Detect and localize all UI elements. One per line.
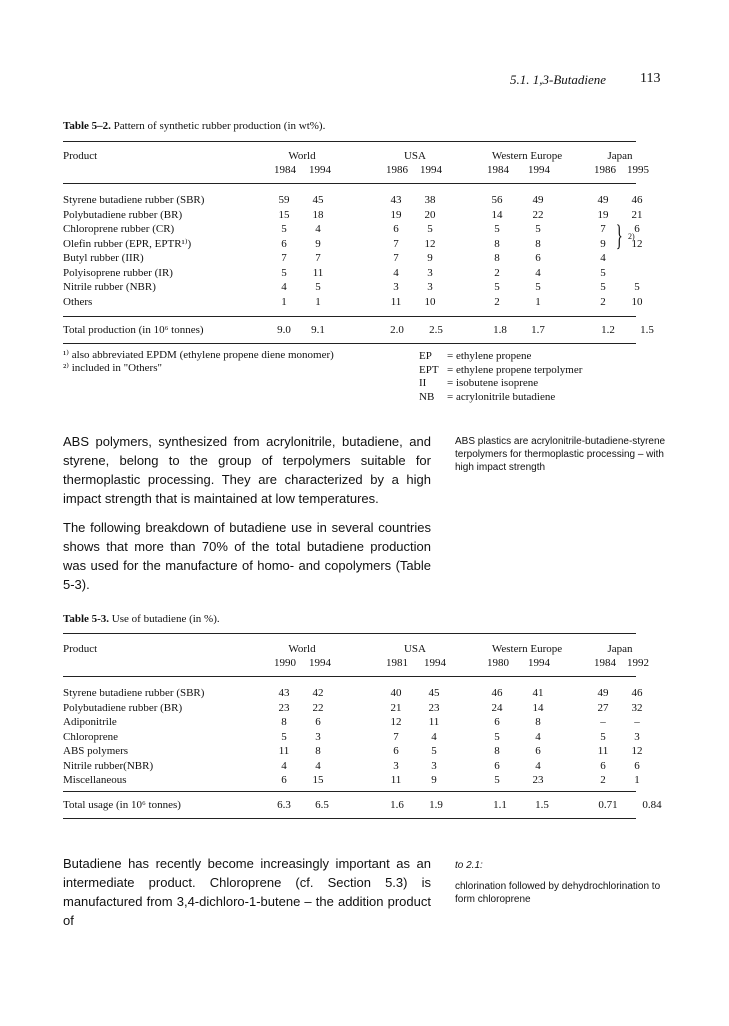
table2-label: Table 5-3. bbox=[63, 613, 110, 625]
table1-year: 1984 bbox=[274, 164, 296, 176]
row-product-label: Styrene butadiene rubber (SBR) bbox=[63, 687, 205, 699]
table-cell: 4 bbox=[600, 252, 606, 264]
brace-icon: } bbox=[615, 219, 623, 252]
total-cell: 1.5 bbox=[535, 799, 549, 811]
table1-caption bbox=[63, 120, 325, 132]
table-cell: 15 bbox=[312, 774, 324, 786]
paragraph-breakdown: The following breakdown of butadiene use in several countries shows that more than 70% of the total butadiene production was used for the manufacture of homo- and copolymers (Table 5-3). bbox=[63, 520, 431, 592]
table-cell: 3 bbox=[634, 730, 640, 743]
table-cell: 8 bbox=[281, 716, 287, 728]
total-cell: 9.1 bbox=[311, 324, 325, 336]
table-cell: 6 bbox=[600, 759, 606, 772]
table-cell: 41 bbox=[532, 687, 544, 699]
table2-year: 1981 bbox=[386, 657, 408, 669]
paragraph-intermediate: Butadiene has recently become increasingly important as an intermediate product. Chloroprene (cf. Section 5.3) is manufactured from 3,4-dichloro-1-butene – the addition product of bbox=[63, 856, 431, 928]
table-cell: 9 bbox=[315, 237, 321, 250]
row-product-label: Olefin rubber (EPR, EPTR¹⁾) bbox=[63, 237, 192, 250]
table-cell: 5 bbox=[600, 730, 606, 743]
table-cell: 24 bbox=[491, 701, 503, 714]
table1-label: Table 5–2. bbox=[63, 120, 111, 132]
table2-total-label: Total usage (in 10⁶ tonnes) bbox=[63, 799, 181, 811]
table2-year: 1980 bbox=[487, 657, 509, 669]
margin-note-ref: to 2.1: bbox=[455, 860, 483, 871]
table-cell: 40 bbox=[390, 687, 402, 699]
row-product-label: Chloroprene rubber (CR) bbox=[63, 223, 175, 235]
table-cell: 5 bbox=[315, 281, 321, 293]
abbreviation-key: NB bbox=[419, 390, 435, 403]
table-cell: 23 bbox=[532, 774, 544, 786]
table-cell: 4 bbox=[431, 730, 437, 743]
table2-region-we: Western Europe bbox=[491, 643, 563, 655]
table-cell: 7 bbox=[393, 730, 399, 743]
table-cell: 19 bbox=[597, 208, 609, 221]
table2-year: 1994 bbox=[528, 657, 550, 669]
total-cell: 0.84 bbox=[642, 799, 662, 811]
table-cell: 2 bbox=[494, 295, 500, 308]
row-product-label: Polybutadiene rubber (BR) bbox=[63, 208, 183, 221]
table2-region-world: World bbox=[288, 643, 316, 655]
table-cell: 7 bbox=[281, 252, 287, 264]
table-cell: 2 bbox=[600, 774, 606, 786]
table2-top-rule bbox=[63, 633, 636, 634]
table-cell: 5 bbox=[494, 223, 500, 235]
table-cell: 7 bbox=[393, 252, 399, 264]
table-cell: 6 bbox=[494, 716, 500, 728]
table-cell: 8 bbox=[535, 237, 541, 250]
table-cell: 49 bbox=[532, 194, 544, 206]
table-cell: 15 bbox=[278, 208, 290, 221]
table-cell: 43 bbox=[390, 194, 402, 206]
total-cell: 2.0 bbox=[390, 324, 404, 336]
total-cell: 0.71 bbox=[598, 799, 618, 811]
table2-bottom-rule bbox=[63, 818, 636, 819]
table2-year: 1994 bbox=[309, 657, 331, 669]
table-cell: 27 bbox=[597, 701, 609, 714]
table1-brace-note: 2) bbox=[628, 232, 635, 241]
total-cell: 1.6 bbox=[390, 799, 404, 811]
table-cell: 49 bbox=[597, 687, 609, 699]
total-cell: 1.1 bbox=[493, 799, 507, 811]
table1-year: 1984 bbox=[487, 164, 509, 176]
table-cell: 45 bbox=[428, 687, 440, 699]
table-cell: 3 bbox=[393, 281, 399, 293]
total-cell: 6.3 bbox=[277, 799, 291, 811]
table-cell: 4 bbox=[281, 281, 287, 293]
margin-note-abs: ABS plastics are acrylonitrile-butadiene-styrene terpolymers for thermoplastic processing – with high impact strength bbox=[455, 436, 666, 473]
table-cell: 4 bbox=[535, 266, 541, 279]
table-cell: 1 bbox=[634, 774, 640, 786]
table1-top-rule bbox=[63, 141, 636, 142]
abbreviation-key: II bbox=[419, 377, 427, 389]
table-cell: 11 bbox=[390, 295, 402, 308]
table-cell: 6 bbox=[535, 745, 541, 757]
table-cell: 3 bbox=[427, 266, 433, 279]
table-cell: 3 bbox=[393, 759, 399, 772]
table-cell: 5 bbox=[494, 281, 500, 293]
table-cell: 12 bbox=[631, 237, 643, 250]
table-cell: 45 bbox=[312, 194, 324, 206]
table1-region-world: World bbox=[288, 150, 316, 162]
table-cell: 8 bbox=[494, 252, 500, 264]
table2-year: 1990 bbox=[274, 657, 296, 669]
table-cell: 21 bbox=[390, 701, 402, 714]
table-cell: 12 bbox=[390, 716, 402, 728]
table-cell: 4 bbox=[535, 759, 541, 772]
table2-pre-total-rule bbox=[63, 791, 636, 792]
table-cell: 4 bbox=[315, 223, 321, 235]
row-product-label: Polybutadiene rubber (BR) bbox=[63, 701, 183, 714]
table-cell: 21 bbox=[631, 208, 643, 221]
table-cell: 5 bbox=[494, 774, 500, 786]
table-cell: 11 bbox=[597, 745, 609, 757]
table-cell: 6 bbox=[281, 237, 287, 250]
table1-caption-text: Pattern of synthetic rubber production (in wt%). bbox=[113, 120, 326, 132]
table-cell: 5 bbox=[427, 223, 433, 235]
table-cell: 46 bbox=[491, 687, 503, 699]
table-cell: 7 bbox=[600, 223, 606, 235]
table1-year: 1994 bbox=[420, 164, 442, 176]
table-cell: 5 bbox=[535, 223, 541, 235]
table2-year: 1994 bbox=[424, 657, 446, 669]
table-cell: 46 bbox=[631, 194, 643, 206]
table1-col-product: Product bbox=[63, 150, 98, 162]
table1-year: 1995 bbox=[627, 164, 649, 176]
table2-caption bbox=[63, 613, 220, 625]
table-cell: 5 bbox=[431, 745, 437, 757]
table-cell: 23 bbox=[278, 701, 290, 714]
paragraph-abs: ABS polymers, synthesized from acrylonitrile, butadiene, and styrene, belong to the group of terpolymers suitable for thermoplastic processing. They are characterized by a high impact strength that is maintained at low temperatures. bbox=[63, 434, 431, 506]
table-cell: 6 bbox=[494, 759, 500, 772]
table-cell: 43 bbox=[278, 687, 290, 699]
table1-footnote-1: ¹⁾ also abbreviated EPDM (ethylene propene diene monomer) bbox=[63, 349, 334, 361]
row-product-label: ABS polymers bbox=[63, 745, 129, 757]
abbreviation-definition: = isobutene isoprene bbox=[447, 377, 539, 389]
abbreviation-definition: = ethylene propene bbox=[447, 350, 532, 362]
table-cell: 7 bbox=[315, 252, 321, 264]
table-cell: – bbox=[600, 716, 606, 728]
table-cell: 2 bbox=[600, 295, 606, 308]
table-cell: 4 bbox=[281, 759, 287, 772]
table-cell: 22 bbox=[312, 701, 324, 714]
table-cell: 8 bbox=[315, 745, 321, 757]
table2-col-product: Product bbox=[63, 643, 98, 655]
table1-region-usa: USA bbox=[403, 150, 426, 162]
row-product-label: Others bbox=[63, 295, 93, 308]
row-product-label: Polyisoprene rubber (IR) bbox=[63, 266, 173, 279]
total-cell: 1.9 bbox=[429, 799, 443, 811]
table1-region-japan: Japan bbox=[607, 150, 633, 162]
table-cell: 19 bbox=[390, 208, 402, 221]
table2-year: 1984 bbox=[594, 657, 616, 669]
table-cell: 6 bbox=[535, 252, 541, 264]
table-cell: 38 bbox=[424, 194, 436, 206]
table2-region-usa: USA bbox=[403, 643, 426, 655]
table1-footnote-2: ²⁾ included in "Others" bbox=[63, 362, 162, 374]
abbreviation-key: EPT bbox=[419, 363, 439, 376]
table-cell: 2 bbox=[494, 266, 500, 279]
margin-note-chloroprene: chlorination followed by dehydrochlorination to form chloroprene bbox=[455, 881, 661, 905]
table-cell: 5 bbox=[600, 266, 606, 279]
table1-total-label: Total production (in 10⁶ tonnes) bbox=[63, 324, 204, 336]
table-cell: 9 bbox=[600, 237, 606, 250]
abbreviation-definition: = acrylonitrile butadiene bbox=[447, 390, 556, 403]
table-cell: 8 bbox=[494, 745, 500, 757]
table-cell: 32 bbox=[631, 701, 643, 714]
table1-bottom-rule bbox=[63, 343, 636, 344]
table1-year: 1994 bbox=[528, 164, 550, 176]
row-product-label: Chloroprene bbox=[63, 730, 118, 743]
table-cell: 6 bbox=[281, 774, 287, 786]
row-product-label: Styrene butadiene rubber (SBR) bbox=[63, 194, 205, 206]
row-product-label: Nitrile rubber (NBR) bbox=[63, 281, 156, 293]
running-title: 5.1. 1,3-Butadiene bbox=[510, 72, 607, 87]
table-cell: 11 bbox=[278, 745, 290, 757]
table-cell: 11 bbox=[390, 774, 402, 786]
total-cell: 1.5 bbox=[640, 324, 654, 336]
table-cell: 14 bbox=[532, 701, 544, 714]
table1-year: 1986 bbox=[386, 164, 408, 176]
table1-header-rule bbox=[63, 183, 636, 184]
table-cell: 20 bbox=[424, 208, 436, 221]
total-cell: 1.8 bbox=[493, 324, 507, 336]
table-cell: 5 bbox=[600, 281, 606, 293]
table2-caption-text: Use of butadiene (in %). bbox=[111, 613, 220, 625]
table-cell: 56 bbox=[491, 194, 503, 206]
table-cell: 23 bbox=[428, 701, 440, 714]
table-cell: 5 bbox=[281, 266, 287, 279]
table1-year: 1986 bbox=[594, 164, 616, 176]
table-cell: 12 bbox=[424, 237, 436, 250]
total-cell: 1.7 bbox=[531, 324, 545, 336]
row-product-label: Nitrile rubber(NBR) bbox=[63, 759, 154, 772]
abbreviation-key: EP bbox=[419, 350, 432, 362]
table-cell: 6 bbox=[634, 223, 640, 235]
table-cell: 22 bbox=[532, 208, 544, 221]
table-cell: 4 bbox=[393, 266, 399, 279]
table-cell: 8 bbox=[494, 237, 500, 250]
page-number: 113 bbox=[640, 71, 661, 86]
table1-pre-total-rule bbox=[63, 316, 636, 317]
table2-region-japan: Japan bbox=[607, 643, 633, 655]
table-cell: 5 bbox=[494, 730, 500, 743]
table2-header-rule bbox=[63, 676, 636, 677]
table-cell: 49 bbox=[597, 194, 609, 206]
table-cell: – bbox=[634, 716, 640, 728]
table-cell: 7 bbox=[393, 237, 399, 250]
row-product-label: Miscellaneous bbox=[63, 774, 127, 786]
table-cell: 5 bbox=[634, 281, 640, 293]
table-cell: 5 bbox=[281, 730, 287, 743]
table-cell: 9 bbox=[431, 774, 437, 786]
total-cell: 9.0 bbox=[277, 324, 291, 336]
table-cell: 11 bbox=[428, 716, 440, 728]
table1-year: 1994 bbox=[309, 164, 331, 176]
table-cell: 46 bbox=[631, 687, 643, 699]
table-cell: 6 bbox=[634, 759, 640, 772]
table2-year: 1992 bbox=[627, 657, 649, 669]
table-cell: 42 bbox=[312, 687, 324, 699]
table-cell: 14 bbox=[491, 208, 503, 221]
total-cell: 1.2 bbox=[601, 324, 615, 336]
abbreviation-definition: = ethylene propene terpolymer bbox=[447, 363, 583, 376]
table-cell: 6 bbox=[393, 745, 399, 757]
table-cell: 1 bbox=[535, 295, 541, 308]
table-cell: 6 bbox=[393, 223, 399, 235]
row-product-label: Adiponitrile bbox=[63, 716, 117, 728]
table-cell: 5 bbox=[535, 281, 541, 293]
table-cell: 8 bbox=[535, 716, 541, 728]
row-product-label: Butyl rubber (IIR) bbox=[63, 252, 144, 264]
table-cell: 11 bbox=[312, 266, 324, 279]
table-cell: 3 bbox=[315, 730, 321, 743]
table-cell: 10 bbox=[424, 295, 436, 308]
table-cell: 59 bbox=[278, 194, 290, 206]
table-cell: 10 bbox=[631, 295, 643, 308]
table-cell: 4 bbox=[535, 730, 541, 743]
table-cell: 3 bbox=[431, 759, 437, 772]
table-cell: 4 bbox=[315, 759, 321, 772]
table-cell: 1 bbox=[281, 295, 287, 308]
total-cell: 6.5 bbox=[315, 799, 329, 811]
table-cell: 6 bbox=[315, 716, 321, 728]
total-cell: 2.5 bbox=[429, 324, 443, 336]
table-cell: 18 bbox=[312, 208, 324, 221]
table-cell: 9 bbox=[427, 252, 433, 264]
table-cell: 1 bbox=[315, 295, 321, 308]
table-cell: 5 bbox=[281, 223, 287, 235]
table-cell: 12 bbox=[631, 745, 643, 757]
table1-region-we: Western Europe bbox=[491, 150, 563, 162]
table-cell: 3 bbox=[427, 281, 433, 293]
